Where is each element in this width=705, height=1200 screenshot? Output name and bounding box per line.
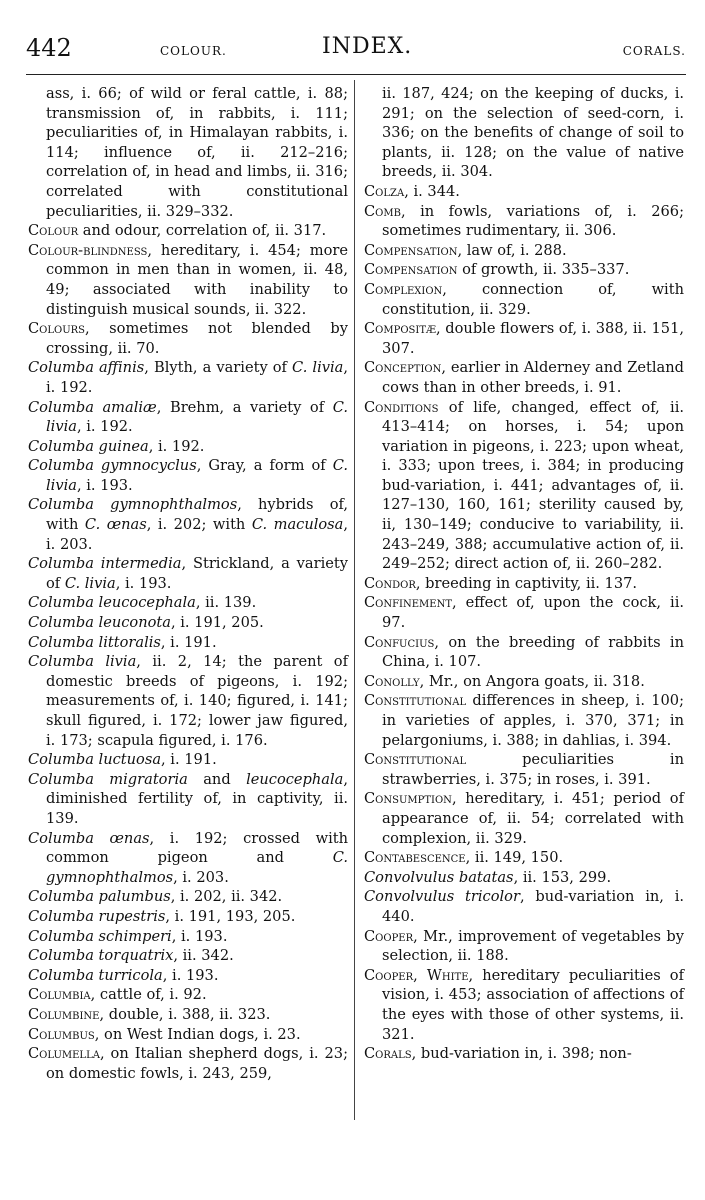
entry-text: , i. 192. bbox=[76, 418, 133, 436]
entry-text: , law of, i. 288. bbox=[457, 241, 567, 259]
entry-italic-term: C. livia bbox=[292, 359, 344, 377]
entry-text: , hereditary peculiarities of vision, i. 453; association of affections of the eyes with those of other systems, ii. 321. bbox=[382, 966, 684, 1043]
entry-italic-term: Columba turricola bbox=[28, 966, 163, 984]
entry-headword: Columbus bbox=[28, 1025, 95, 1043]
entry-text: , i. 203. bbox=[173, 868, 229, 886]
entry-text: , i. 203. bbox=[46, 516, 348, 553]
index-entry bbox=[364, 868, 684, 888]
running-head-left: COLOUR. bbox=[160, 44, 227, 58]
entry-headword: Conditions bbox=[364, 398, 439, 416]
entry-text: , hybrids of, with bbox=[46, 496, 349, 534]
entry-italic-term: Columba livia bbox=[28, 653, 137, 671]
entry-italic-term: Columba migratoria bbox=[28, 770, 188, 788]
entry-text: of growth, ii. 335–337. bbox=[457, 261, 630, 279]
entry-text: peculiarities in strawberries, i. 375; in roses, i. 391. bbox=[382, 751, 684, 788]
entry-headword: Columbia bbox=[28, 986, 91, 1004]
entry-headword: Corals bbox=[364, 1045, 412, 1063]
index-entry bbox=[28, 927, 348, 947]
entry-text: , earlier in Alderney and Zetland cows than in other breeds, i. 91. bbox=[382, 359, 684, 396]
entry-text: , i. 192; crossed with common pigeon and bbox=[46, 829, 348, 867]
entry-text: , ii. 149, 150. bbox=[465, 849, 564, 867]
index-entry bbox=[364, 887, 684, 926]
entry-italic-term: Convolvulus tricolor bbox=[364, 888, 520, 906]
entry-text: , hereditary, i. 454; more common in men than in women, ii. 48, 49; associated with inability to distinguish musical sounds, ii. 322. bbox=[46, 241, 348, 318]
page-number: 442 bbox=[26, 34, 72, 62]
index-entry bbox=[28, 1025, 348, 1045]
index-entry bbox=[364, 398, 684, 574]
entry-text: , i. 193. bbox=[115, 574, 172, 592]
entry-headword: Cooper bbox=[364, 927, 414, 945]
entry-text: , i. 202, ii. 342. bbox=[170, 888, 283, 906]
entry-text: , i. 191. bbox=[161, 751, 217, 769]
index-entry bbox=[364, 319, 684, 358]
entry-text: ass, i. 66; of wild or feral cattle, i. 88; transmission of, in rabbits, i. 111; peculiarities of, in Himalayan rabbits, i. 114; influence of, ii. 212–216; correlation of, in head and limbs, ii. 316; correlated with constitutional peculiarities, ii. 329–332. bbox=[46, 85, 348, 220]
entry-text: , i. 191, 205. bbox=[170, 614, 264, 632]
entry-italic-term: C. livia bbox=[46, 457, 348, 494]
entry-headword: Conception bbox=[364, 359, 442, 377]
index-entry bbox=[364, 750, 684, 789]
entry-text: , ii. 139. bbox=[195, 594, 257, 612]
entry-headword: Condor bbox=[364, 574, 416, 592]
entry-text: , bud-variation in, i. 440. bbox=[382, 888, 684, 925]
entry-italic-term: Columba affinis bbox=[28, 359, 145, 377]
entry-headword: Compensation bbox=[364, 261, 458, 279]
entry-headword: Compensation bbox=[364, 241, 458, 259]
index-entry bbox=[28, 985, 348, 1005]
index-entry bbox=[364, 574, 684, 594]
index-entry bbox=[364, 789, 684, 848]
index-entry bbox=[28, 593, 348, 613]
entry-italic-term: Columba luctuosa bbox=[28, 751, 162, 769]
entry-text: , i. 202; with bbox=[146, 516, 252, 534]
entry-text: , sometimes not blended by crossing, ii. 70. bbox=[46, 320, 348, 357]
entry-text: ii. 187, 424; on the keeping of ducks, i. 291; on the selection of seed-corn, i. 336; on the benefits of change of soil to plants, ii. 128; on the value of native breeds, ii. 304. bbox=[382, 85, 684, 181]
header-rule bbox=[26, 74, 686, 75]
entry-text: , i. 193. bbox=[162, 966, 219, 984]
index-entry bbox=[28, 84, 348, 221]
index-entry bbox=[28, 456, 348, 495]
left-column bbox=[28, 84, 348, 1083]
entry-headword: Colour bbox=[28, 222, 79, 240]
index-entry bbox=[364, 848, 684, 868]
entry-text: and odour, correlation of, ii. 317. bbox=[78, 222, 327, 240]
entry-text: and bbox=[187, 770, 247, 788]
entry-italic-term: Columba leuconota bbox=[28, 614, 171, 632]
index-entry bbox=[28, 652, 348, 750]
entry-text: , connection of, with constitution, ii. 329. bbox=[382, 280, 684, 318]
entry-headword: Compositæ bbox=[364, 320, 437, 338]
index-entry bbox=[28, 398, 348, 437]
index-entry bbox=[364, 84, 684, 182]
index-entry bbox=[28, 829, 348, 888]
entry-text: differences in sheep, i. 100; in varieties of apples, i. 370, 371; in pelargoniums, i. 388; in dahlias, i. 394. bbox=[382, 692, 684, 749]
index-entry bbox=[28, 221, 348, 241]
entry-headword: Columbine bbox=[28, 1005, 100, 1023]
entry-text: , on the breeding of rabbits in China, i. 107. bbox=[382, 633, 684, 671]
index-entry bbox=[28, 1005, 348, 1025]
entry-text: , i. 191, 193, 205. bbox=[165, 907, 296, 925]
index-entry bbox=[28, 437, 348, 457]
entry-headword: Comb bbox=[364, 202, 401, 220]
index-entry bbox=[364, 927, 684, 966]
page-header bbox=[26, 32, 686, 68]
index-entry bbox=[28, 319, 348, 358]
entry-italic-term: leucocephala bbox=[246, 770, 344, 788]
entry-text: , i. 192. bbox=[148, 437, 205, 455]
entry-italic-term: Columba littoralis bbox=[28, 633, 161, 651]
entry-text: , cattle of, i. 92. bbox=[90, 986, 207, 1004]
entry-text: , double, i. 388, ii. 323. bbox=[99, 1005, 271, 1023]
entry-headword: Colours bbox=[28, 320, 86, 338]
entry-text: , i. 344. bbox=[404, 182, 460, 200]
entry-text: , double flowers of, i. 388, ii. 151, 307. bbox=[382, 320, 684, 357]
index-entry bbox=[28, 966, 348, 986]
entry-italic-term: Columba œnas bbox=[28, 829, 150, 847]
entry-text: , on Italian shepherd dogs, i. 23; on domestic fowls, i. 243, 259, bbox=[46, 1045, 348, 1082]
entry-italic-term: Columba gymnophthalmos bbox=[28, 496, 238, 514]
entry-text: , Mr., on Angora goats, ii. 318. bbox=[419, 672, 645, 690]
entry-text: , breeding in captivity, ii. 137. bbox=[415, 574, 638, 592]
entry-italic-term: Columba schimperi bbox=[28, 927, 172, 945]
entry-headword: Consumption bbox=[364, 790, 452, 808]
entry-italic-term: Columba leucocephala bbox=[28, 594, 196, 612]
index-entry bbox=[28, 750, 348, 770]
entry-text: , Brehm, a variety of bbox=[156, 398, 333, 416]
entry-text: , i. 191. bbox=[160, 633, 217, 651]
index-entry bbox=[28, 1044, 348, 1083]
index-entry bbox=[364, 691, 684, 750]
entry-italic-term: Columba guinea bbox=[28, 437, 149, 455]
entry-headword: Confinement bbox=[364, 594, 453, 612]
entry-text: , hereditary, i. 451; period of appearance of, ii. 54; correlated with complexion, ii. 329. bbox=[382, 790, 684, 847]
index-entry bbox=[28, 554, 348, 593]
entry-text: of life, changed, effect of, ii. 413–414; on horses, i. 54; upon variation in pigeons, i. 223; upon wheat, i. 333; upon trees, i. 384; in producing bud-variation, i. 441; advantages of, ii. 127–130, 160, 161; sterility caused by, ii, 130–149; conducive to variability, ii. 243–249, 388; accumulative action of, ii. 249–252; direct action of, ii. 260–282. bbox=[382, 398, 684, 573]
entry-text: , Gray, a form of bbox=[196, 457, 333, 475]
entry-text: , Mr., improvement of vegetables by selection, ii. 188. bbox=[382, 927, 684, 965]
entry-italic-term: Columba palumbus bbox=[28, 888, 171, 906]
index-entry bbox=[28, 633, 348, 653]
entry-headword: Constitutional bbox=[364, 692, 467, 710]
entry-text: , ii. 342. bbox=[173, 947, 234, 965]
entry-text: , i. 193. bbox=[76, 476, 133, 494]
index-entry bbox=[28, 770, 348, 829]
entry-text: , Blyth, a variety of bbox=[144, 359, 293, 377]
index-entry bbox=[28, 887, 348, 907]
index-entry bbox=[364, 593, 684, 632]
index-entry bbox=[28, 358, 348, 397]
entry-text: , i. 192. bbox=[46, 359, 348, 396]
entry-italic-term: C. livia bbox=[46, 398, 348, 436]
entry-text: , ii. 2, 14; the parent of domestic breeds of pigeons, i. 192; measurements of, i. 140; figured, i. 141; skull figured, i. 172; lower jaw figured, i. 173; scapula figured, i. 176. bbox=[46, 653, 348, 749]
index-entry bbox=[364, 633, 684, 672]
entry-italic-term: C. gymnophthalmos bbox=[46, 849, 348, 886]
index-entry bbox=[28, 241, 348, 319]
entry-headword: Confucius bbox=[364, 633, 435, 651]
index-entry bbox=[364, 672, 684, 692]
entry-headword: Constitutional bbox=[364, 751, 467, 769]
index-entry bbox=[28, 495, 348, 554]
index-entry bbox=[364, 202, 684, 241]
index-entry bbox=[28, 907, 348, 927]
index-entry bbox=[364, 260, 684, 280]
entry-text: , diminished fertility of, in captivity, ii. 139. bbox=[46, 770, 348, 827]
index-entry bbox=[364, 966, 684, 1044]
entry-text: , effect of, upon the cock, ii. 97. bbox=[382, 594, 684, 632]
entry-text: , i. 193. bbox=[171, 927, 228, 945]
entry-italic-term: Columba torquatrix bbox=[28, 947, 174, 965]
index-entry bbox=[364, 182, 684, 202]
entry-italic-term: Columba rupestris bbox=[28, 907, 166, 925]
entry-headword: Complexion bbox=[364, 280, 443, 298]
page-title: INDEX. bbox=[322, 34, 413, 59]
index-entry bbox=[28, 946, 348, 966]
index-entry bbox=[364, 358, 684, 397]
entry-italic-term: Columba gymnocyclus bbox=[28, 457, 197, 475]
entry-text: , ii. 153, 299. bbox=[513, 868, 612, 886]
entry-italic-term: Columba amaliæ bbox=[28, 398, 157, 416]
entry-text: , in fowls, variations of, i. 266; sometimes rudimentary, ii. 306. bbox=[382, 202, 684, 240]
index-entry bbox=[364, 280, 684, 319]
index-entry bbox=[364, 241, 684, 261]
entry-text: , on West Indian dogs, i. 23. bbox=[94, 1025, 301, 1043]
entry-headword: Conolly bbox=[364, 672, 420, 690]
entry-headword: Colour-blindness bbox=[28, 241, 148, 259]
entry-italic-term: Columba intermedia bbox=[28, 555, 182, 573]
right-column bbox=[364, 84, 684, 1064]
entry-italic-term: C. œnas bbox=[84, 516, 147, 534]
entry-headword: Contabescence bbox=[364, 849, 466, 867]
entry-headword: Colza bbox=[364, 182, 405, 200]
running-head-right: CORALS. bbox=[622, 44, 686, 58]
entry-headword: Cooper, White bbox=[364, 966, 469, 984]
entry-italic-term: Convolvulus batatas bbox=[364, 868, 514, 886]
entry-text: , bud-variation in, i. 398; non- bbox=[411, 1045, 632, 1063]
entry-headword: Columella bbox=[28, 1045, 100, 1063]
entry-italic-term: C. maculosa bbox=[251, 516, 344, 534]
entry-text: , Strickland, a variety of bbox=[46, 555, 348, 592]
column-divider bbox=[354, 80, 355, 1120]
index-entry bbox=[364, 1044, 684, 1064]
index-entry bbox=[28, 613, 348, 633]
entry-italic-term: C. livia bbox=[64, 574, 116, 592]
